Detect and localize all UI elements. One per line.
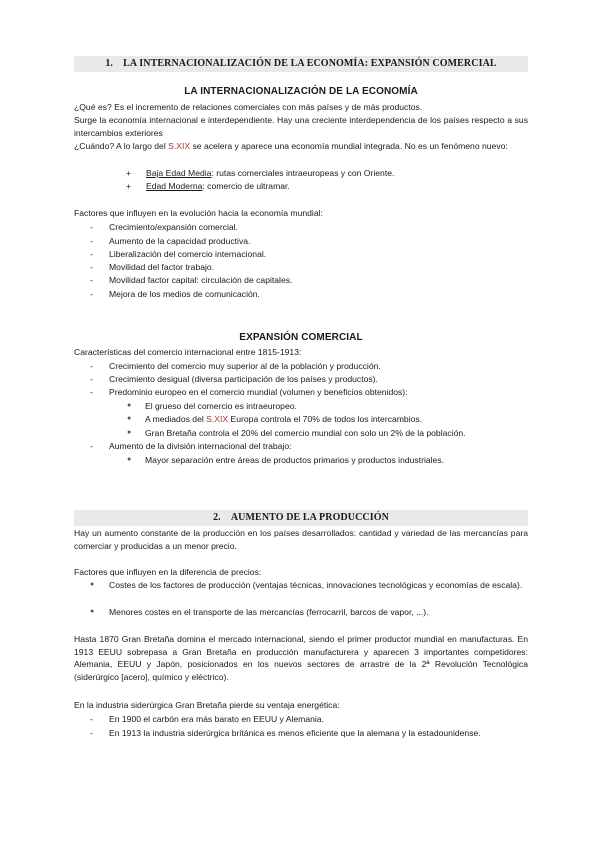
plus-marker: + [126, 181, 132, 191]
bullet-marker: ● [127, 429, 132, 436]
expansion-item: Crecimiento del comercio muy superior al de la población y producción. [109, 361, 381, 371]
internacionalizacion-title: LA INTERNACIONALIZACIÓN DE LA ECONOMÍA [184, 86, 418, 97]
expansion-item: Predominio europeo en el comercio mundial (volumen y beneficios obtenidos): [109, 387, 408, 397]
section-2-heading: 2. AUMENTO DE LA PRODUCCIÓN [74, 510, 528, 526]
cuando-text-post: se acelera y aparece una economía mundial integrada. No es un fenómeno nuevo: [190, 141, 508, 151]
precios-intro: Factores que influyen en la diferencia de precios: [74, 567, 262, 577]
bullet-marker: ● [127, 415, 132, 422]
dash-marker: - [90, 728, 93, 738]
factor-item: Mejora de los medios de comunicación. [109, 289, 260, 299]
que-es-paragraph: ¿Qué es? Es el incremento de relaciones comerciales con más países y de más productos. [74, 102, 423, 112]
dash-marker: - [90, 361, 93, 371]
expansion-sub-item [145, 413, 422, 426]
expansion-title: EXPANSIÓN COMERCIAL [239, 332, 363, 343]
dash-marker: - [90, 249, 93, 259]
dash-marker: - [90, 387, 93, 397]
dash-marker: - [90, 374, 93, 384]
plus-item [146, 180, 290, 193]
bullet-marker: ● [90, 581, 95, 588]
sub-item-sxix: S.XIX [206, 414, 229, 424]
section-1-heading: 1. LA INTERNACIONALIZACIÓN DE LA ECONOMÍA: EXPANSIÓN COMERCIAL [74, 56, 528, 72]
plus-marker: + [126, 168, 132, 178]
expansion-intro: Características del comercio internacional entre 1815-1913: [74, 347, 302, 357]
plus-item-term: Baja Edad Media [146, 168, 212, 178]
siderurgica-intro: En la industria siderúrgica Gran Bretaña pierde su ventaja energética: [74, 700, 340, 710]
expansion-item: Crecimiento desigual (diversa participación de los países y productos). [109, 374, 378, 384]
expansion-item: Aumento de la división internacional del trabajo: [109, 441, 292, 451]
factor-item: Crecimiento/expansión comercial. [109, 222, 238, 232]
siderurgica-item: En 1913 la industria siderúrgica británica es menos eficiente que la alemana y la estadounidense. [109, 728, 481, 738]
sub-item-pre: Gran Bretaña controla el 20% del comercio mundial con solo un 2% de la población. [145, 428, 466, 438]
precio-factor-item: Costes de los factores de producción (ventajas técnicas, innovaciones tecnológicas y economías de escala). [109, 580, 523, 590]
factor-item: Aumento de la capacidad productiva. [109, 236, 251, 246]
cuando-sxix: S.XIX [168, 141, 191, 151]
dash-marker: - [90, 714, 93, 724]
cuando-text-pre: ¿Cuándo? A lo largo del [74, 141, 169, 151]
dash-marker: - [90, 275, 93, 285]
sub-item-post: Europa controla el 70% de todos los intercambios. [228, 414, 423, 424]
produccion-intro: Hay un aumento constante de la producción en los países desarrollados: cantidad y variedad de las mercancías para comerciar y producidas a un menor precio. [74, 528, 528, 551]
dash-marker: - [90, 262, 93, 272]
factores-intro: Factores que influyen en la evolución hacia la economía mundial: [74, 208, 323, 218]
bullet-marker: ● [127, 402, 132, 409]
sub-item-pre: A mediados del [145, 414, 207, 424]
bullet-marker: ● [90, 608, 95, 615]
surge-paragraph: Surge la economía internacional e interdependiente. Hay una creciente interdependencia de los países respecto a sus intercambios exteriores [74, 115, 528, 138]
factor-item: Movilidad factor capital: circulación de capitales. [109, 275, 293, 285]
factor-item: Liberalización del comercio internacional. [109, 249, 267, 259]
sub-item-pre: El grueso del comercio es intraeuropeo. [145, 401, 297, 411]
expansion-sub-item [145, 400, 297, 413]
precio-factor-item: Menores costes en el transporte de las mercancías (ferrocarril, barcos de vapor, ...). [109, 607, 429, 617]
factor-item: Movilidad del factor trabajo. [109, 262, 215, 272]
bullet-marker: ● [127, 456, 132, 463]
dash-marker: - [90, 441, 93, 451]
dash-marker: - [90, 222, 93, 232]
dash-marker: - [90, 236, 93, 246]
plus-item [146, 167, 394, 180]
plus-item-term: Edad Moderna [146, 181, 203, 191]
plus-item-rest: : rutas comerciales intraeuropeas y con Oriente. [211, 168, 395, 178]
plus-item-rest: : comercio de ultramar. [202, 181, 290, 191]
siderurgica-item: En 1900 el carbón era más barato en EEUU y Alemania. [109, 714, 324, 724]
expansion-sub-item: Mayor separación entre áreas de productos primarios y productos industriales. [145, 455, 445, 465]
cuando-paragraph [74, 140, 528, 153]
dash-marker: - [90, 289, 93, 299]
expansion-sub-item [145, 427, 466, 440]
hasta-1870-paragraph: Hasta 1870 Gran Bretaña domina el mercado internacional, siendo el primer productor mundial en manufacturas. En 1913 EEUU sobrepasa a Gran Bretaña en producción manufacturera y aparecen 3 importantes competidores: Alemania, EEUU y Japón, posicionados en los nuevos sectores de arrastre de la 2ª Revolución Tecnológica (siderúrgico [acero], químico y eléctrico). [74, 634, 528, 683]
